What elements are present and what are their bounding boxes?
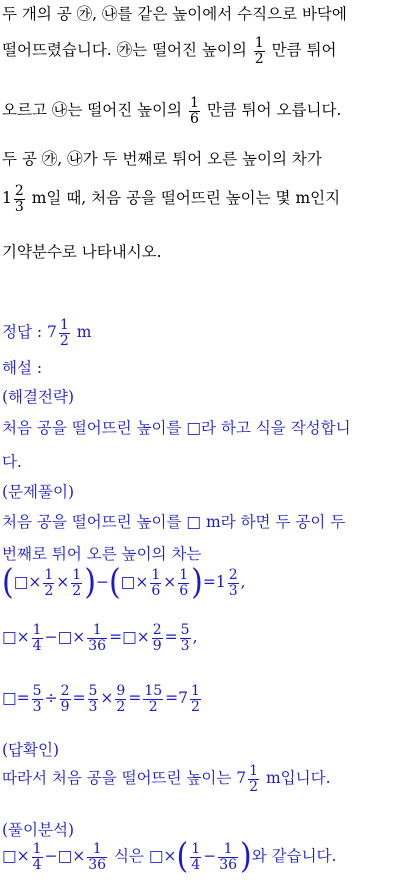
fraction-numerator: 1 <box>191 841 201 857</box>
minus-sign: − <box>203 847 217 866</box>
fraction-denominator: 2 <box>254 50 264 67</box>
problem-line-2a: 떨어뜨렸습니다. ㉮는 떨어진 높이의 <box>2 41 247 60</box>
fraction-numerator: 5 <box>32 683 42 699</box>
answer-fraction <box>59 318 70 348</box>
analysis-end-text: 와 같습니다. <box>251 847 337 866</box>
strategy-line-2: 다. <box>2 453 22 471</box>
fraction-numerator: 1 <box>151 567 161 583</box>
fraction-denominator: 4 <box>32 637 42 654</box>
fraction-denominator: 2 <box>44 582 54 599</box>
fraction-denominator: 6 <box>189 110 199 127</box>
left-paren: ( <box>108 562 121 603</box>
right-paren: ) <box>84 562 96 603</box>
fraction-numerator: 1 <box>32 622 42 638</box>
fraction <box>60 684 71 714</box>
fraction-two-thirds <box>14 184 25 214</box>
solve-title: (문제풀이) <box>2 483 74 501</box>
problem-line-4: 두 공 ㉮, ㉯가 두 번째로 튀어 오른 높이의 차가 <box>2 150 322 168</box>
fraction-denominator: 9 <box>60 698 70 715</box>
equals-sign: = <box>128 689 142 708</box>
verify-title: (답확인) <box>2 741 60 759</box>
fraction-denominator: 36 <box>88 856 107 873</box>
equals-sign: = <box>202 573 216 592</box>
fraction-numerator: 5 <box>180 622 190 638</box>
problem-line-2b: 만큼 튀어 <box>271 41 337 60</box>
fraction <box>71 568 82 598</box>
fraction-denominator: 3 <box>32 698 42 715</box>
problem-line-3b: 만큼 튀어 오릅니다. <box>206 101 342 120</box>
problem-line-5 <box>2 184 398 214</box>
fraction-numerator: 1 <box>44 567 54 583</box>
analysis-line <box>2 836 398 877</box>
times-sign: × <box>56 573 70 592</box>
fraction-denominator: 3 <box>180 637 190 654</box>
equation-3 <box>2 684 398 714</box>
fraction-numerator: 2 <box>14 183 24 199</box>
verify-line <box>2 764 398 794</box>
equals-sign: = <box>16 689 30 708</box>
strategy-line-1: 처음 공을 떨어뜨린 높이를 □라 하고 식을 작성합니 <box>2 419 351 437</box>
fraction-numerator: 2 <box>152 622 162 638</box>
verify-fraction <box>248 764 259 794</box>
left-paren: ( <box>2 562 14 603</box>
fraction <box>178 568 189 598</box>
fraction-numerator: 1 <box>189 95 199 111</box>
mixed-whole: 7 <box>178 689 189 708</box>
problem-line-5b: m일 때, 처음 공을 떨어뜨린 높이는 몇 m인지 <box>26 189 341 208</box>
fraction-numerator: 2 <box>228 567 238 583</box>
equals-sign: = <box>164 628 178 647</box>
mixed-whole: 1 <box>215 573 226 592</box>
fraction <box>87 623 107 653</box>
fraction-numerator: 1 <box>87 842 107 858</box>
fraction-denominator: 2 <box>148 698 158 715</box>
fraction-denominator: 6 <box>179 582 189 599</box>
right-paren: ) <box>240 836 252 877</box>
fraction <box>87 842 107 872</box>
fraction-denominator: 3 <box>88 698 98 715</box>
fraction-numerator: 1 <box>254 35 264 51</box>
times-sign: × <box>72 628 86 647</box>
fraction <box>143 684 163 714</box>
problem-line-3a: 오르고 ㉯는 떨어진 높이의 <box>2 101 183 120</box>
equals-sign: = <box>72 689 86 708</box>
box-symbol: □ <box>57 628 73 647</box>
fraction <box>218 842 238 872</box>
fraction-numerator: 1 <box>249 763 259 779</box>
box-symbol: □ <box>2 689 17 708</box>
fraction-denominator: 2 <box>191 698 200 715</box>
fraction <box>228 568 239 598</box>
problem-line-2 <box>2 36 398 66</box>
strategy-title: (해결전략) <box>2 388 74 406</box>
fraction <box>115 684 126 714</box>
right-paren: ) <box>191 562 203 603</box>
fraction-denominator: 3 <box>14 198 24 215</box>
times-sign: × <box>72 847 86 866</box>
fraction-numerator: 2 <box>60 683 70 699</box>
fraction-denominator: 4 <box>32 856 42 873</box>
divide-sign: ÷ <box>44 689 58 708</box>
box-symbol: □ <box>120 573 136 592</box>
solve-line-2: 번째로 튀어 오른 높이의 차는 <box>2 545 202 563</box>
explanation-label: 해설 : <box>2 359 43 377</box>
equals-sign: = <box>165 689 179 708</box>
times-sign: × <box>163 573 177 592</box>
equation-2 <box>2 623 398 653</box>
analysis-mid-text: 식은 <box>114 847 144 866</box>
fraction <box>32 623 43 653</box>
fraction-denominator: 6 <box>151 582 161 599</box>
equals-sign: = <box>109 628 123 647</box>
times-sign: × <box>100 689 114 708</box>
fraction-denominator: 2 <box>59 332 69 349</box>
answer-whole: 7 <box>47 323 57 342</box>
solve-line-1: 처음 공을 떨어뜨린 높이를 □ m라 하면 두 공이 두 <box>2 513 346 531</box>
left-paren: ( <box>176 836 189 877</box>
comma: , <box>240 573 246 592</box>
fraction-denominator: 2 <box>72 582 82 599</box>
mixed-whole: 1 <box>2 189 12 208</box>
fraction <box>190 842 201 872</box>
equation-1 <box>2 562 398 603</box>
box-symbol: □ <box>2 847 17 866</box>
minus-sign: − <box>44 628 58 647</box>
fraction-numerator: 1 <box>59 317 69 333</box>
fraction-one-half <box>254 36 265 66</box>
fraction <box>152 623 163 653</box>
fraction <box>88 684 99 714</box>
fraction-numerator: 1 <box>218 842 238 858</box>
minus-sign: − <box>95 573 109 592</box>
fraction <box>32 842 43 872</box>
times-sign: × <box>16 847 30 866</box>
times-sign: × <box>136 628 150 647</box>
fraction <box>32 684 43 714</box>
fraction-numerator: 1 <box>72 567 82 583</box>
fraction-denominator: 36 <box>88 637 107 654</box>
analysis-title: (풀이분석) <box>2 821 74 839</box>
answer-line <box>2 318 398 348</box>
times-sign: × <box>163 847 177 866</box>
minus-sign: − <box>44 847 58 866</box>
fraction-one-sixth <box>189 96 200 126</box>
box-symbol: □ <box>13 573 29 592</box>
fraction <box>150 568 161 598</box>
fraction-numerator: 9 <box>116 683 126 699</box>
fraction <box>180 623 191 653</box>
problem-line-6: 기약분수로 나타내시오. <box>2 243 162 261</box>
verify-text-b: m입니다. <box>261 769 331 788</box>
times-sign: × <box>28 573 42 592</box>
box-symbol: □ <box>148 847 164 866</box>
fraction-denominator: 36 <box>219 856 238 873</box>
fraction-numerator: 1 <box>179 567 189 583</box>
fraction-denominator: 2 <box>116 698 126 715</box>
fraction-numerator: 1 <box>87 623 107 639</box>
fraction-numerator: 5 <box>88 683 98 699</box>
box-symbol: □ <box>57 847 73 866</box>
answer-unit: m <box>71 323 92 342</box>
box-symbol: □ <box>2 628 17 647</box>
times-sign: × <box>135 573 149 592</box>
fraction-numerator: 1 <box>32 841 42 857</box>
problem-line-3 <box>2 96 398 126</box>
fraction-denominator: 2 <box>249 778 259 795</box>
times-sign: × <box>16 628 30 647</box>
problem-line-1: 두 개의 공 ㉮, ㉯를 같은 높이에서 수직으로 바닥에 <box>2 5 347 23</box>
verify-text-a: 따라서 처음 공을 떨어뜨린 높이는 7 <box>2 769 247 788</box>
fraction-numerator: 15 <box>144 683 163 699</box>
comma: , <box>192 628 198 647</box>
fraction <box>190 684 201 714</box>
box-symbol: □ <box>122 628 137 647</box>
fraction-denominator: 3 <box>228 582 238 599</box>
fraction-numerator: 1 <box>191 683 200 699</box>
fraction-denominator: 9 <box>152 637 162 654</box>
fraction <box>43 568 54 598</box>
fraction-denominator: 4 <box>191 856 201 873</box>
answer-label: 정답 : <box>2 323 48 342</box>
